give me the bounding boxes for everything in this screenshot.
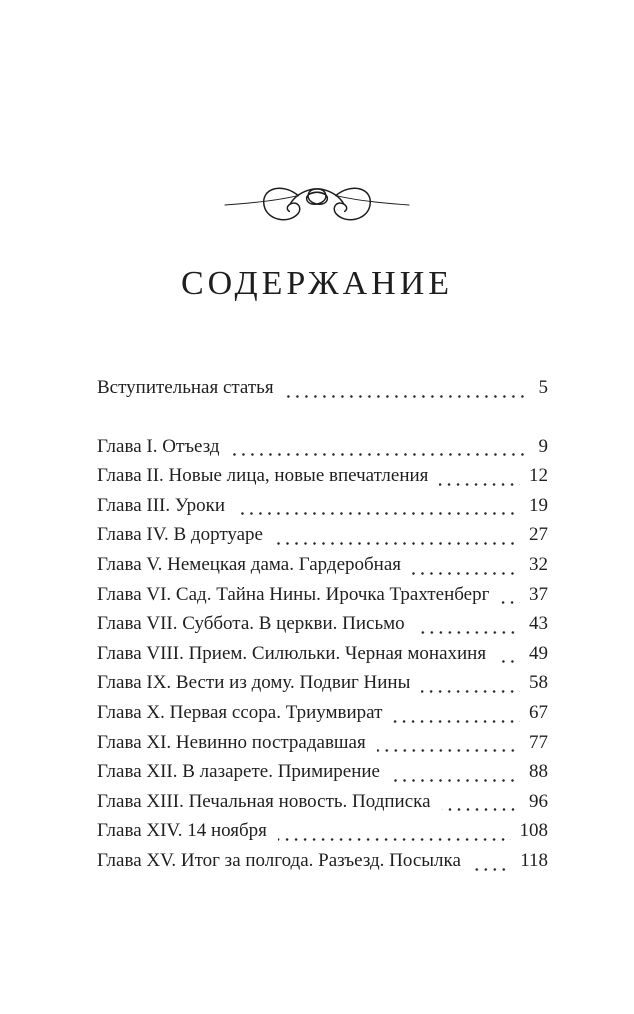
toc-row xyxy=(97,787,548,817)
dot-leader xyxy=(409,609,525,639)
ornament-flourish xyxy=(0,174,634,232)
toc-row xyxy=(97,728,548,758)
toc-entry-label: Глава III. Уроки xyxy=(97,494,226,516)
page-title: СОДЕРЖАНИЕ xyxy=(180,265,454,302)
toc-row xyxy=(97,432,548,462)
dot-leader xyxy=(278,373,535,403)
toc-page-number: 96 xyxy=(529,790,548,812)
toc-row xyxy=(97,491,548,521)
toc-page-number: 58 xyxy=(529,672,548,694)
dot-leader xyxy=(271,816,516,846)
dot-leader xyxy=(405,550,525,580)
toc-entry-label: Глава V. Немецкая дама. Гардеробная xyxy=(97,553,402,575)
dot-leader xyxy=(384,757,525,787)
toc-page-number: 9 xyxy=(538,435,548,457)
toc-row xyxy=(97,609,548,639)
toc-page-number: 19 xyxy=(529,494,548,516)
dot-leader xyxy=(229,491,525,521)
dot-leader xyxy=(432,461,525,491)
toc-entry-label: Глава VII. Суббота. В церкви. Письмо xyxy=(97,613,405,635)
flourish-icon xyxy=(223,174,411,232)
dot-leader xyxy=(490,639,525,669)
toc-row xyxy=(97,520,548,550)
toc-entry-label: Глава I. Отъезд xyxy=(97,435,220,457)
toc-page-number: 43 xyxy=(529,613,548,635)
toc-entry-label: Глава XIV. 14 ноября xyxy=(97,820,267,842)
dot-leader xyxy=(386,698,525,728)
toc-entry-label: Глава X. Первая ссора. Триумвират xyxy=(97,701,383,723)
toc-entry-label: Глава IX. Вести из дому. Подвиг Нины xyxy=(97,672,411,694)
toc-page-number: 12 xyxy=(529,465,548,487)
toc-page-number: 27 xyxy=(529,524,548,546)
dot-leader xyxy=(493,580,525,610)
toc-row xyxy=(97,816,548,846)
toc-page-number: 108 xyxy=(519,820,548,842)
toc-entry-label: Глава IV. В дортуаре xyxy=(97,524,263,546)
dot-leader xyxy=(370,728,525,758)
toc-page-number: 32 xyxy=(529,553,548,575)
toc-row xyxy=(97,550,548,580)
dot-leader xyxy=(435,787,525,817)
toc-entry-label: Глава XIII. Печальная новость. Подписка xyxy=(97,790,431,812)
toc-entry-label: Глава VI. Сад. Тайна Нины. Ирочка Трахтенберг xyxy=(97,583,490,605)
dot-leader xyxy=(465,846,516,876)
dot-leader xyxy=(224,432,535,462)
toc-page-number: 67 xyxy=(529,701,548,723)
toc-row-intro xyxy=(97,373,548,403)
toc-row xyxy=(97,698,548,728)
toc-page-number: 37 xyxy=(529,583,548,605)
dot-leader xyxy=(414,668,525,698)
toc-row xyxy=(97,757,548,787)
dot-leader xyxy=(267,520,525,550)
toc-row xyxy=(97,580,548,610)
toc-entry-label: Глава VIII. Прием. Силюльки. Черная монахиня xyxy=(97,642,487,664)
table-of-contents xyxy=(0,373,634,876)
toc-page-number: 5 xyxy=(538,377,548,398)
toc-row xyxy=(97,668,548,698)
toc-entry-label: Глава XI. Невинно пострадавшая xyxy=(97,731,366,753)
toc-row xyxy=(97,461,548,491)
toc-page-number: 77 xyxy=(529,731,548,753)
toc-page-number: 118 xyxy=(520,849,548,871)
toc-entry-label: Глава XII. В лазарете. Примирение xyxy=(97,761,380,783)
toc-page-number: 88 xyxy=(529,761,548,783)
toc-entry-label: Глава II. Новые лица, новые впечатления xyxy=(97,465,429,487)
toc-entry-label: Глава XV. Итог за полгода. Разъезд. Посылка xyxy=(97,849,461,871)
toc-entry-label: Вступительная статья xyxy=(97,377,274,398)
toc-row xyxy=(97,639,548,669)
toc-page-number: 49 xyxy=(529,642,548,664)
toc-row xyxy=(97,846,548,876)
